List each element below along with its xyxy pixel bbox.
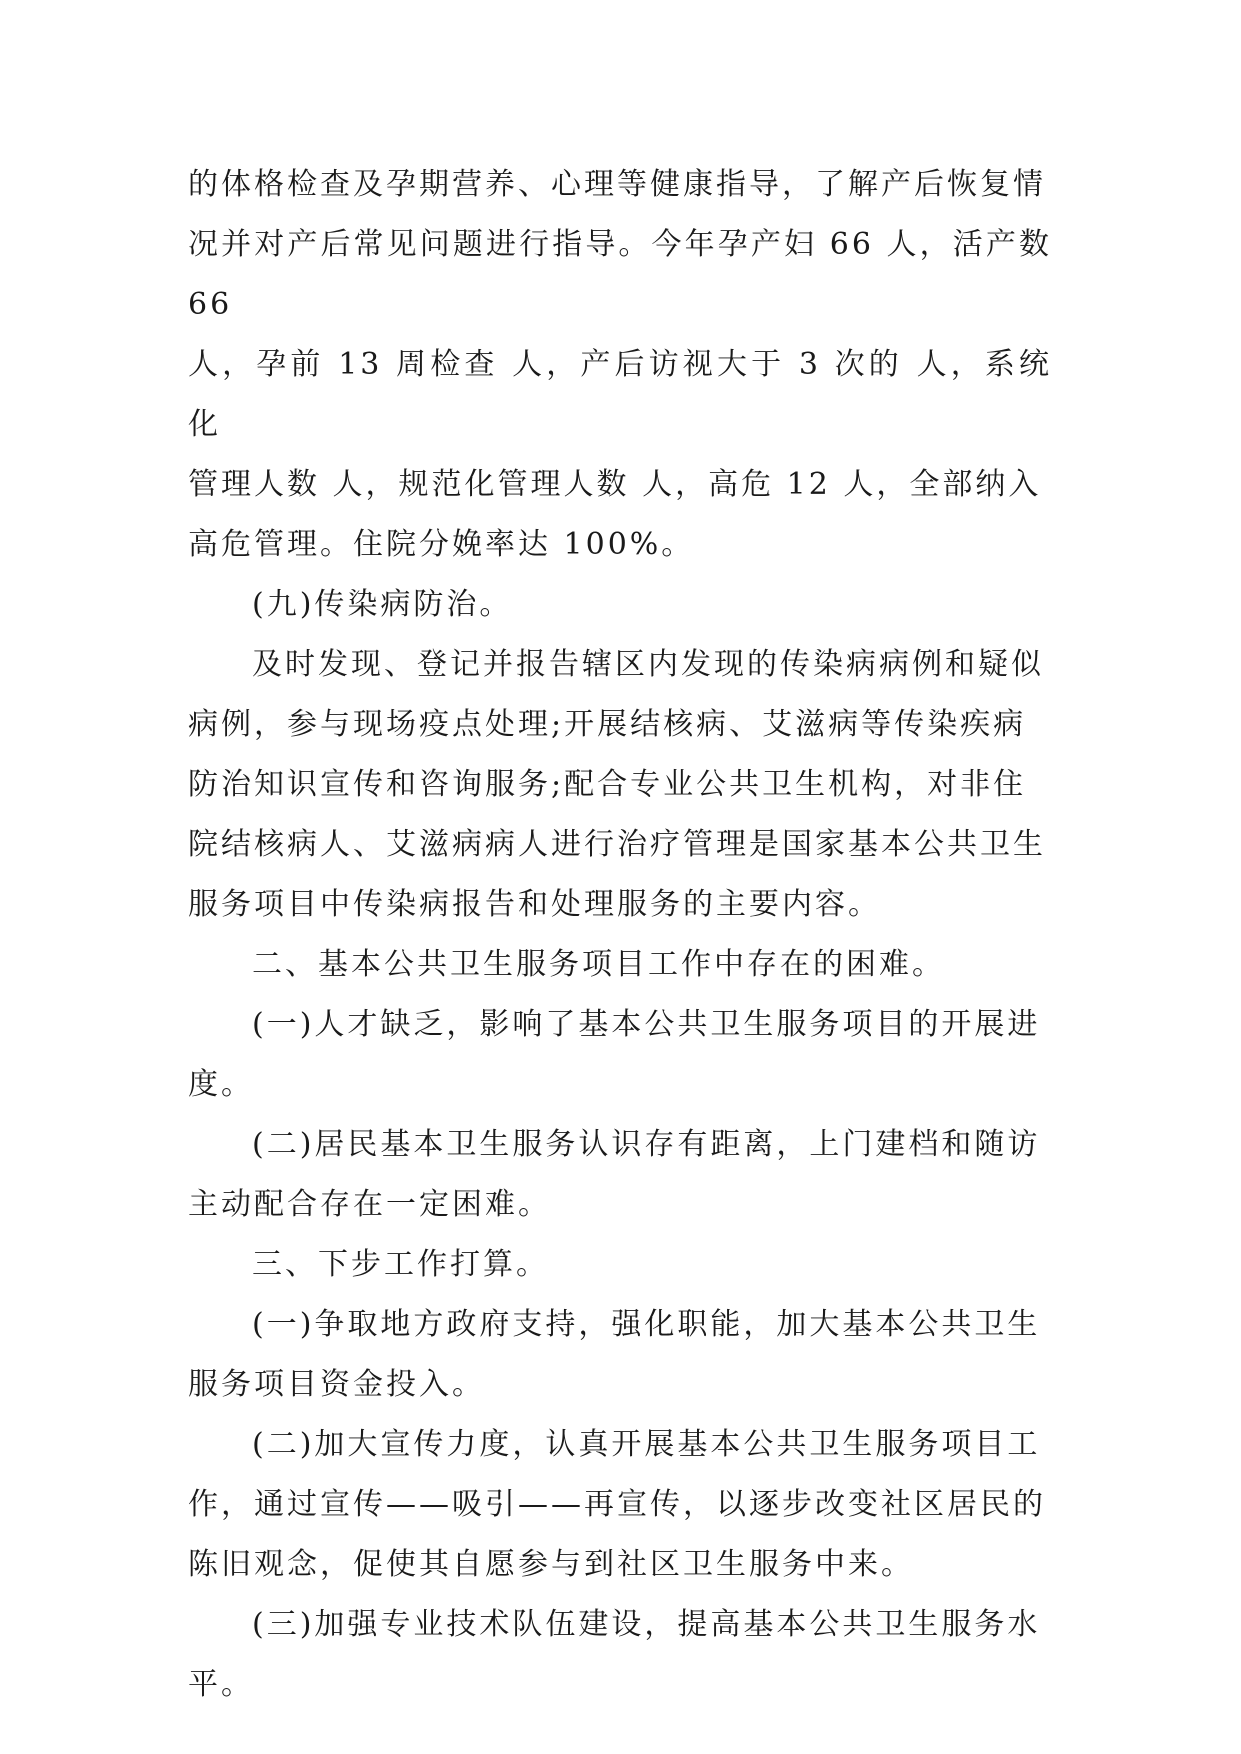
text-line: 服务项目中传染病报告和处理服务的主要内容。 <box>188 887 881 922</box>
text-line: (二)居民基本卫生服务认识存有距离，上门建档和随访 <box>252 1127 1041 1162</box>
text-line: 管理人数 人，规范化管理人数 人，高危 12 人，全部纳入 <box>188 467 1042 502</box>
paragraph-plan-1 <box>188 1295 1052 1415</box>
paragraph-plan-3 <box>188 1595 1052 1715</box>
text-line: (三)加强专业技术队伍建设，提高基本公共卫生服务水 <box>252 1607 1041 1642</box>
heading-difficulties <box>188 935 1052 995</box>
text-line: (一)人才缺乏，影响了基本公共卫生服务项目的开展进 <box>252 1007 1041 1042</box>
text-line: 平。 <box>188 1667 254 1702</box>
text-line: (九)传染病防治。 <box>252 587 513 622</box>
text-line: (二)加大宣传力度，认真开展基本公共卫生服务项目工 <box>252 1427 1041 1462</box>
heading-infectious-disease <box>188 575 1052 635</box>
document-body <box>188 155 1052 1715</box>
text-line: 三、下步工作打算。 <box>252 1247 549 1282</box>
text-line: (一)争取地方政府支持，强化职能，加大基本公共卫生 <box>252 1307 1041 1342</box>
text-line: 主动配合存在一定困难。 <box>188 1187 551 1222</box>
paragraph-maternal-health <box>188 155 1052 575</box>
text-line: 院结核病人、艾滋病病人进行治疗管理是国家基本公共卫生 <box>188 827 1046 862</box>
text-line: 作，通过宣传——吸引——再宣传，以逐步改变社区居民的 <box>188 1487 1046 1522</box>
text-line: 及时发现、登记并报告辖区内发现的传染病病例和疑似 <box>252 647 1044 682</box>
paragraph-difficulty-1 <box>188 995 1052 1115</box>
text-line: 况并对产后常见问题进行指导。今年孕产妇 66 人，活产数 66 <box>188 227 1052 322</box>
paragraph-infectious-disease <box>188 635 1052 935</box>
text-line: 度。 <box>188 1067 254 1102</box>
text-line: 人，孕前 13 周检查 人，产后访视大于 3 次的 人，系统化 <box>188 347 1052 442</box>
text-line: 病例，参与现场疫点处理;开展结核病、艾滋病等传染疾病 <box>188 707 1027 742</box>
text-line: 服务项目资金投入。 <box>188 1367 485 1402</box>
text-line: 防治知识宣传和咨询服务;配合专业公共卫生机构，对非住 <box>188 767 1027 802</box>
heading-next-steps <box>188 1235 1052 1295</box>
text-line: 的体格检查及孕期营养、心理等健康指导，了解产后恢复情 <box>188 167 1046 202</box>
text-line: 高危管理。住院分娩率达 100%。 <box>188 527 695 562</box>
paragraph-plan-2 <box>188 1415 1052 1595</box>
paragraph-difficulty-2 <box>188 1115 1052 1235</box>
text-line: 二、基本公共卫生服务项目工作中存在的困难。 <box>252 947 945 982</box>
text-line: 陈旧观念，促使其自愿参与到社区卫生服务中来。 <box>188 1547 914 1582</box>
